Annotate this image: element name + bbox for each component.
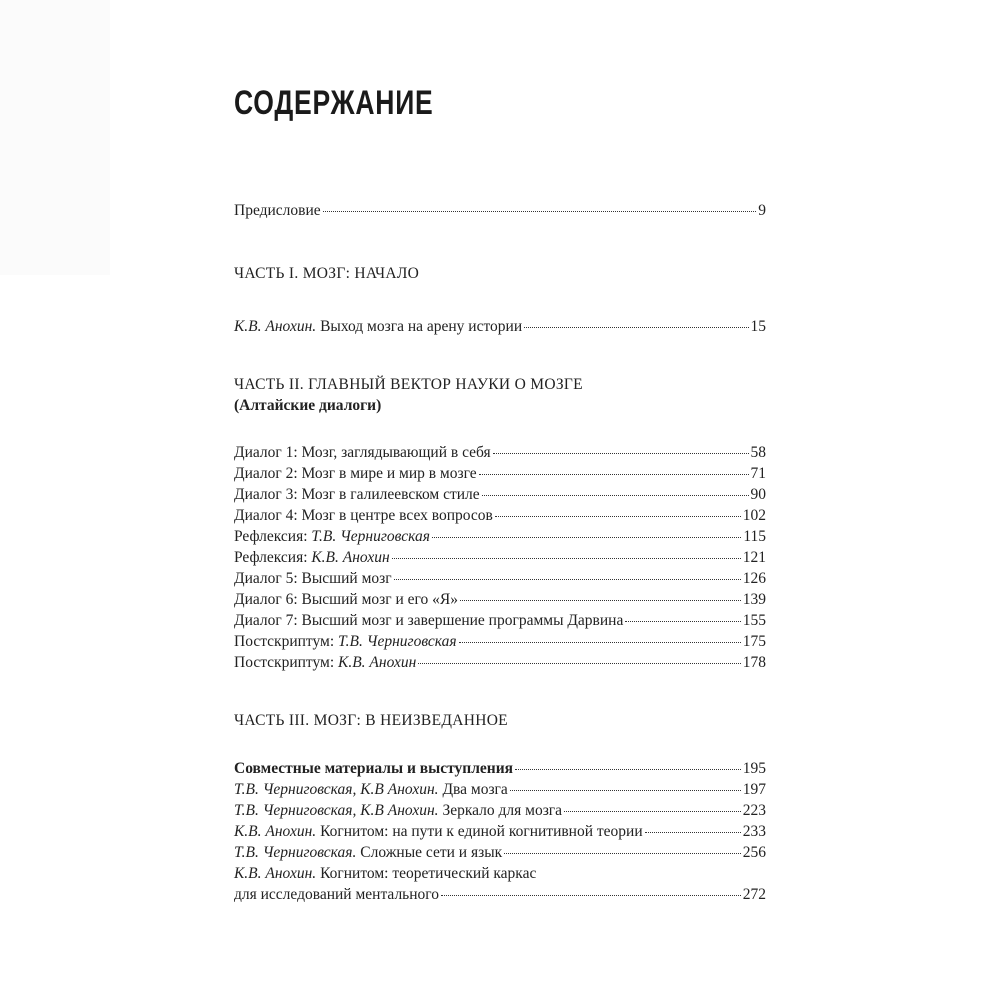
entry-title-text: Выход мозга на арену истории	[316, 318, 523, 335]
entry-author: К.В. Анохин.	[234, 865, 317, 882]
entry-title: Диалог 4: Мозг в центре всех вопросов	[234, 507, 493, 524]
entry-title	[234, 821, 643, 842]
entry-title: Диалог 1: Мозг, заглядывающий в себя	[234, 444, 491, 461]
entry-title-text: Сложные сети и язык	[356, 844, 503, 861]
toc-entry[interactable]	[234, 631, 766, 652]
entry-title-text: Постскриптум:	[234, 633, 339, 650]
part-2-title: ЧАСТЬ II. ГЛАВНЫЙ ВЕКТОР НАУКИ О МОЗГЕ	[234, 376, 583, 393]
page-number: 9	[758, 202, 766, 219]
toc-entry[interactable]	[234, 779, 766, 800]
dot-leader	[510, 790, 741, 791]
dot-leader	[482, 495, 749, 496]
toc-entry[interactable]	[234, 463, 766, 484]
entry-author: Т.В. Черниговская	[338, 633, 457, 650]
entry-author: К.В. Анохин	[311, 549, 390, 566]
entry-title	[234, 316, 522, 337]
toc-entry-joint[interactable]	[234, 758, 766, 779]
dot-leader	[323, 211, 757, 212]
toc-entry[interactable]	[234, 610, 766, 631]
entry-title-continuation: для исследований ментального	[234, 886, 440, 903]
part-2-subtitle: (Алтайские диалоги)	[234, 397, 382, 414]
dot-leader	[460, 600, 741, 601]
dot-leader	[495, 516, 741, 517]
toc-entry[interactable]	[234, 547, 766, 568]
toc-entry[interactable]	[234, 884, 766, 905]
page-number: 195	[742, 760, 766, 777]
entry-title-text: Рефлексия:	[234, 528, 312, 545]
dot-leader	[418, 663, 740, 664]
entry-author: Т.В. Черниговская.	[234, 844, 357, 861]
entry-author: Т.В. Черниговская, К.В Анохин.	[234, 802, 439, 819]
entry-author: Т.В. Черниговская, К.В Анохин.	[234, 781, 439, 798]
entry-author: К.В. Анохин.	[234, 318, 317, 335]
toc-entry[interactable]	[234, 568, 766, 589]
toc-entry-first-line[interactable]	[234, 863, 766, 884]
entry-title-text: Постскриптум:	[234, 654, 339, 671]
toc-entry[interactable]	[234, 442, 766, 463]
dot-leader	[645, 832, 741, 833]
page-number: 15	[750, 318, 766, 335]
entry-author: К.В. Анохин	[338, 654, 417, 671]
toc-entry[interactable]	[234, 821, 766, 842]
page-number: 139	[742, 591, 766, 608]
toc-entry[interactable]	[234, 842, 766, 863]
toc-entry[interactable]	[234, 589, 766, 610]
toc-entry[interactable]	[234, 526, 766, 547]
entry-title: Диалог 6: Высший мозг и его «Я»	[234, 591, 458, 608]
entry-title-text: Рефлексия:	[234, 549, 312, 566]
entry-title	[234, 652, 416, 673]
dot-leader	[441, 895, 741, 896]
page-number: 155	[742, 612, 766, 629]
page-edge-shade	[0, 0, 110, 275]
part-1-title: ЧАСТЬ I. МОЗГ: НАЧАЛО	[234, 265, 420, 282]
entry-title: Предисловие	[234, 202, 321, 219]
page-number: 233	[742, 823, 766, 840]
toc-entry[interactable]	[234, 800, 766, 821]
page-number: 126	[742, 570, 766, 587]
dot-leader	[515, 769, 741, 770]
page-number: 178	[742, 654, 766, 671]
dot-leader	[479, 474, 749, 475]
entry-title: Диалог 5: Высший мозг	[234, 570, 392, 587]
page-number: 175	[742, 633, 766, 650]
entry-title: Диалог 3: Мозг в галилеевском стиле	[234, 486, 480, 503]
entry-author: Т.В. Черниговская	[311, 528, 430, 545]
page-number: 102	[742, 507, 766, 524]
entry-title	[234, 863, 536, 884]
part-3-title: ЧАСТЬ III. МОЗГ: В НЕИЗВЕДАННОЕ	[234, 712, 508, 729]
toc-entry[interactable]	[234, 484, 766, 505]
dot-leader	[432, 537, 741, 538]
dot-leader	[392, 558, 741, 559]
entry-title-text: Когнитом: теоретический каркас	[316, 865, 537, 882]
entry-title-text: Зеркало для мозга	[438, 802, 563, 819]
entry-title	[234, 842, 502, 863]
dot-leader	[564, 811, 741, 812]
entry-title	[234, 779, 508, 800]
entry-title-text: Два мозга	[438, 781, 508, 798]
page-number: 90	[750, 486, 766, 503]
entry-author: К.В. Анохин.	[234, 823, 317, 840]
dot-leader	[459, 642, 741, 643]
page-number: 115	[743, 528, 766, 545]
entry-title-text: Когнитом: на пути к единой когнитивной теории	[316, 823, 643, 840]
toc-heading: СОДЕРЖАНИЕ	[234, 84, 434, 122]
entry-title	[234, 631, 457, 652]
page-number: 58	[750, 444, 766, 461]
entry-title	[234, 547, 390, 568]
dot-leader	[625, 621, 740, 622]
toc-entry-preface[interactable]	[234, 200, 766, 221]
entry-title	[234, 526, 430, 547]
page-number: 272	[742, 886, 766, 903]
dot-leader	[493, 453, 749, 454]
dot-leader	[524, 327, 748, 328]
toc-entry[interactable]	[234, 316, 766, 337]
page-number: 256	[742, 844, 766, 861]
page-number: 197	[742, 781, 766, 798]
dot-leader	[394, 579, 741, 580]
page-number: 71	[750, 465, 766, 482]
table-of-contents	[234, 200, 766, 905]
toc-entry[interactable]	[234, 505, 766, 526]
entry-title: Диалог 7: Высший мозг и завершение программы Дарвина	[234, 612, 624, 629]
entry-title: Диалог 2: Мозг в мире и мир в мозге	[234, 465, 477, 482]
toc-entry[interactable]	[234, 652, 766, 673]
entry-title	[234, 800, 562, 821]
entry-title: Совместные материалы и выступления	[234, 760, 514, 777]
page-number: 121	[742, 549, 766, 566]
page-number: 223	[742, 802, 766, 819]
dot-leader	[504, 853, 741, 854]
